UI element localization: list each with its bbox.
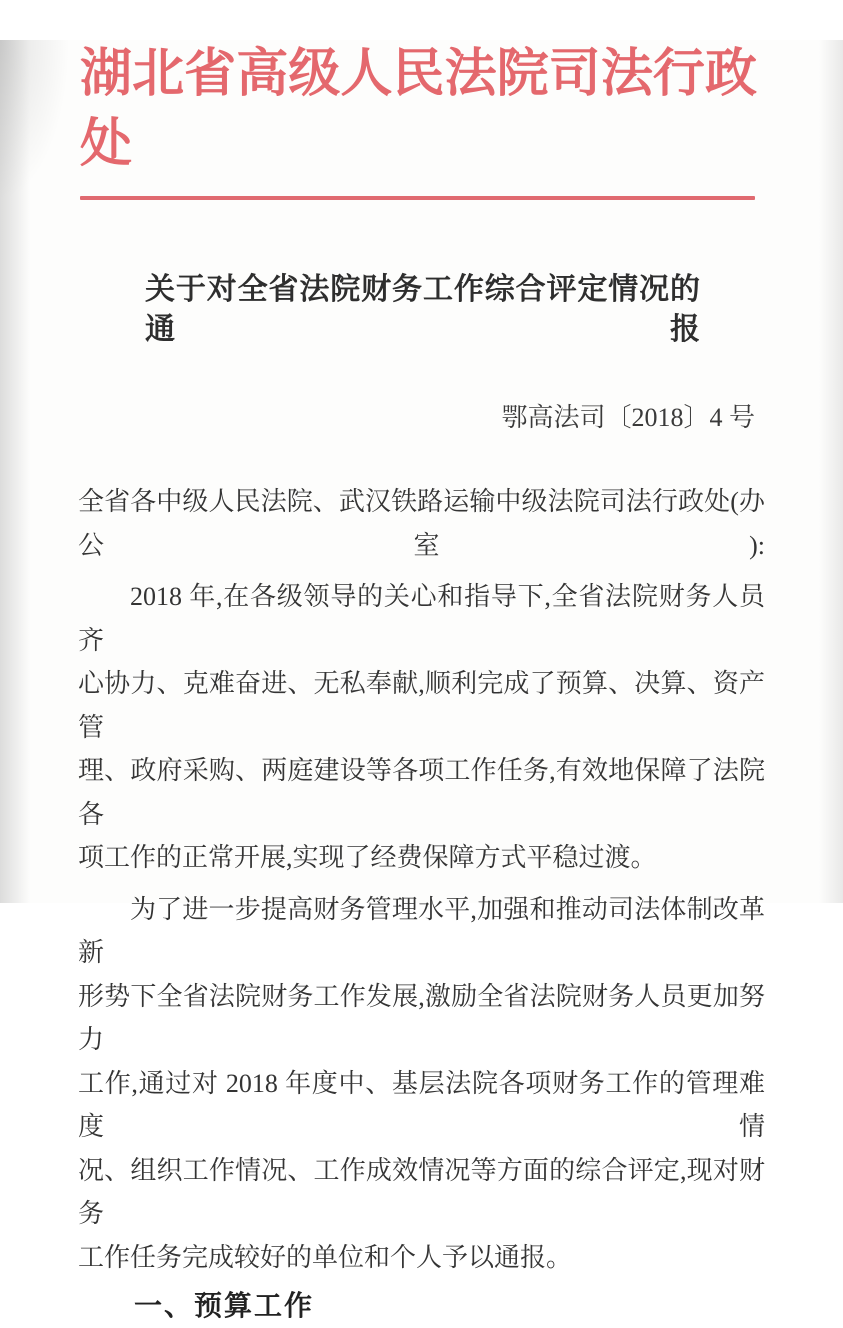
body-line: 项工作的正常开展,实现了经费保障方式平稳过渡。	[78, 843, 657, 872]
section-heading-budget-work: 一、预算工作	[134, 1290, 315, 1321]
body-line: 为了进一步提高财务管理水平,加强和推动司法体制改革新	[78, 894, 765, 967]
body-line: 形势下全省法院财务工作发展,激励全省法院财务人员更加努力	[78, 981, 765, 1054]
salutation-line: 全省各中级人民法院、武汉铁路运输中级法院司法行政处(办公室):	[78, 487, 765, 560]
document-title: 关于对全省法院财务工作综合评定情况的通报	[145, 273, 700, 346]
document-header	[0, 40, 843, 200]
document-body	[78, 480, 765, 1328]
header-divider-rule	[80, 196, 755, 200]
issuing-org-masthead: 湖北省高级人民法院司法行政处	[80, 46, 757, 173]
body-line: 工作,通过对 2018 年度中、基层法院各项财务工作的管理难度情	[78, 1068, 765, 1141]
document-number: 鄂高法司〔2018〕4 号	[501, 403, 755, 432]
body-line: 工作任务完成较好的单位和个人予以通报。	[78, 1242, 573, 1272]
body-line: 理、政府采购、两庭建设等各项工作任务,有效地保障了法院各	[78, 756, 765, 829]
body-line: 心协力、克难奋进、无私奉献,顺利完成了预算、决算、资产管	[78, 669, 765, 742]
body-line: 2018 年,在各级领导的关心和指导下,全省法院财务人员齐	[78, 582, 765, 655]
document-page	[0, 40, 843, 1321]
body-line: 况、组织工作情况、工作成效情况等方面的综合评定,现对财务	[78, 1155, 765, 1228]
